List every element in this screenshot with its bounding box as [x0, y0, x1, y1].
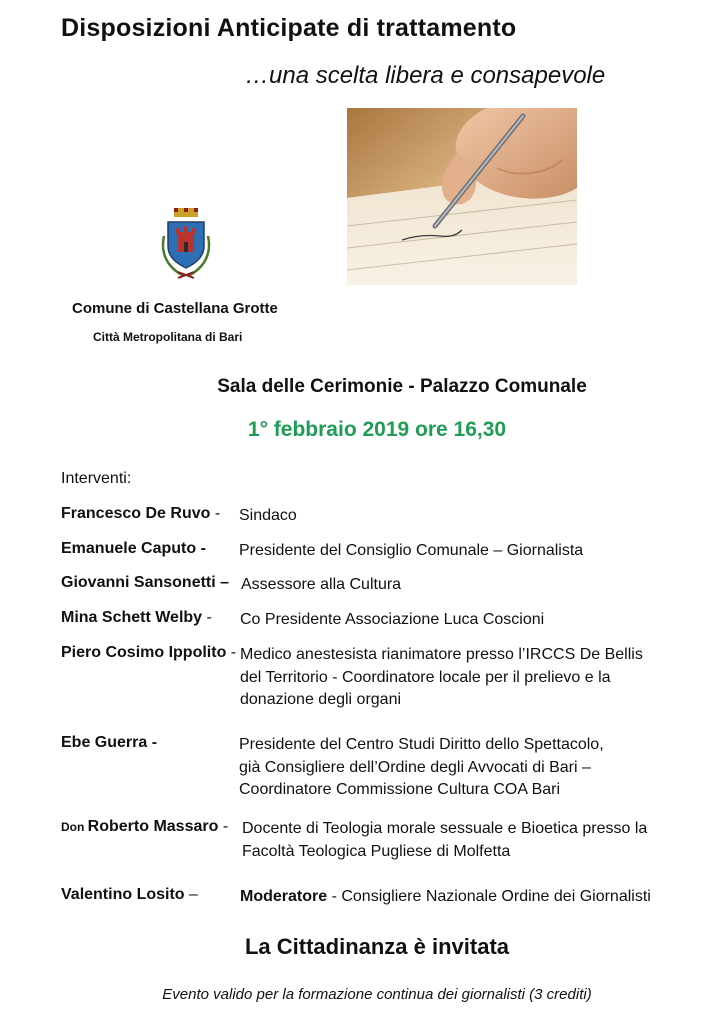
document-title: Disposizioni Anticipate di trattamento — [61, 14, 517, 42]
speaker-name: Francesco De Ruvo - — [61, 505, 221, 522]
invitation-text: La Cittadinanza è invitata — [244, 934, 510, 959]
speaker-name: Piero Cosimo Ippolito - — [61, 644, 237, 661]
speaker-name: Mina Schett Welby - — [61, 609, 212, 626]
speaker-name: Don Roberto Massaro - — [61, 818, 229, 835]
speaker-role: Co Presidente Associazione Luca Coscioni — [240, 611, 545, 628]
municipality-name: Comune di Castellana Grotte — [72, 300, 278, 317]
municipality-region: Città Metropolitana di Bari — [93, 330, 243, 344]
speaker-role: Assessore alla Cultura — [241, 576, 402, 593]
event-venue: Sala delle Cerimonie - Palazzo Comunale — [217, 376, 587, 397]
document-subtitle: …una scelta libera e consapevole — [245, 62, 606, 89]
speaker-role: Presidente del Consiglio Comunale – Giornalista — [239, 542, 584, 559]
speaker-name: Giovanni Sansonetti – — [61, 574, 230, 591]
speaker-name: Ebe Guerra - — [61, 734, 158, 751]
speakers-heading: Interventi: — [61, 470, 132, 487]
speaker-role: Sindaco — [239, 507, 297, 524]
municipal-crest-icon — [160, 206, 212, 280]
speaker-name: Valentino Losito – — [61, 886, 198, 903]
speaker-role: Medico anestesista rianimatore presso l’IRCCS De Bellis del Territorio - Coordinatore locale per il prelievo e la donazione degli organi — [240, 646, 643, 708]
event-datetime: 1° febbraio 2019 ore 16,30 — [247, 418, 507, 441]
speaker-role: Docente di Teologia morale sessuale e Bioetica presso la Facoltà Teologica Pugliese di Molfetta — [242, 820, 648, 860]
speaker-role: Moderatore - Consigliere Nazionale Ordine dei Giornalisti — [240, 888, 651, 905]
speaker-role: Presidente del Centro Studi Diritto dello Spettacolo, già Consigliere dell’Ordine degli Avvocati di Bari – Coordinatore Commissione Cultura COA Bari — [239, 736, 604, 798]
speaker-name: Emanuele Caputo - — [61, 540, 206, 557]
hand-writing-photo — [347, 108, 577, 285]
footer-note: Evento valido per la formazione continua dei giornalisti (3 crediti) — [162, 986, 592, 1003]
